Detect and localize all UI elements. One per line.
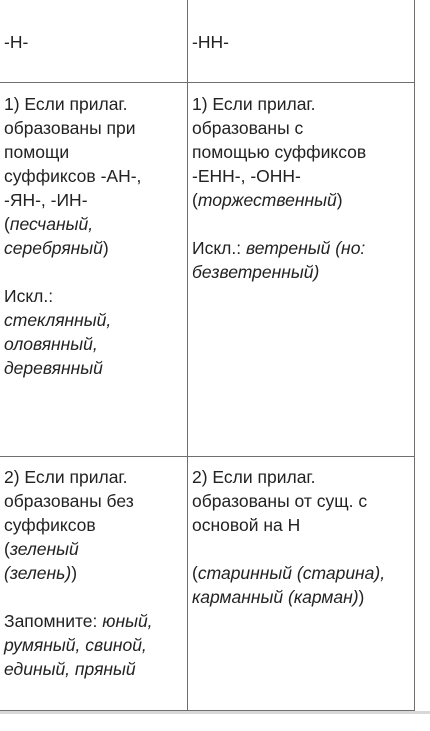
rule-line: образованы с	[192, 118, 304, 138]
exception-word: ветреный (но:	[246, 238, 366, 258]
example-word: карманный (карман)	[192, 587, 359, 607]
row-divider-header	[0, 82, 415, 83]
rule-line: помощью суффиксов	[192, 142, 367, 162]
remember-label: Запомните:	[4, 611, 98, 631]
rule-line: 2) Если прилаг.	[192, 467, 316, 487]
exception-label: Искл.:	[4, 286, 54, 306]
example-word: зеленый	[9, 539, 79, 559]
example-word: торжественный	[197, 190, 337, 210]
row2-nn-cell	[192, 465, 412, 609]
rule-line: суффиксов -АН-,	[4, 166, 142, 186]
rule-line: образованы без	[4, 491, 134, 511]
exception-word: стеклянный,	[4, 310, 112, 330]
header-nn-label: -НН-	[192, 32, 229, 52]
example-line: (песчаный,	[4, 214, 94, 234]
remember-word: юный,	[102, 611, 153, 631]
example-line: карманный (карман))	[192, 587, 365, 607]
header-n-label: -Н-	[4, 32, 29, 52]
row1-n-cell	[4, 92, 186, 380]
example-line: (зелень))	[4, 563, 78, 583]
rule-line: помощи	[4, 142, 70, 162]
exception-word: оловянный,	[4, 334, 98, 354]
row2-n-cell	[4, 465, 186, 681]
header-cell-n	[4, 30, 186, 54]
example-word: песчаный,	[9, 214, 94, 234]
example-word: серебряный	[4, 238, 103, 258]
row1-nn-cell	[192, 92, 412, 284]
header-cell-nn	[192, 30, 412, 54]
example-word: (зелень)	[4, 563, 72, 583]
remember-line	[4, 609, 186, 633]
exception-line	[192, 236, 412, 260]
example-line: (зеленый	[4, 539, 79, 559]
rule-line: 2) Если прилаг.	[4, 467, 128, 487]
example-line: серебряный)	[4, 238, 109, 258]
example-line: (торжественный)	[192, 190, 343, 210]
remember-word: единый, пряный	[4, 659, 136, 679]
example-line: (старинный (старина),	[192, 563, 386, 583]
column-divider	[187, 0, 188, 711]
rule-line: -ЕНН-, -ОНН-	[192, 166, 301, 186]
rule-line: -ЯН-, -ИН-	[4, 190, 88, 210]
rule-line: суффиксов	[4, 515, 96, 535]
rule-line: 1) Если прилаг.	[4, 94, 128, 114]
rule-line: основой на Н	[192, 515, 301, 535]
row-divider-row1	[0, 456, 415, 457]
remember-word: румяный, свиной,	[4, 635, 147, 655]
exception-word: деревянный	[4, 358, 103, 378]
rule-line: 1) Если прилаг.	[192, 94, 316, 114]
exception-label: Искл.:	[192, 238, 242, 258]
rule-line: образованы при	[4, 118, 136, 138]
rule-line: образованы от сущ. с	[192, 491, 368, 511]
exception-word: безветренный)	[192, 262, 320, 282]
bottom-rule	[0, 711, 430, 714]
example-word: старинный (старина),	[197, 563, 386, 583]
